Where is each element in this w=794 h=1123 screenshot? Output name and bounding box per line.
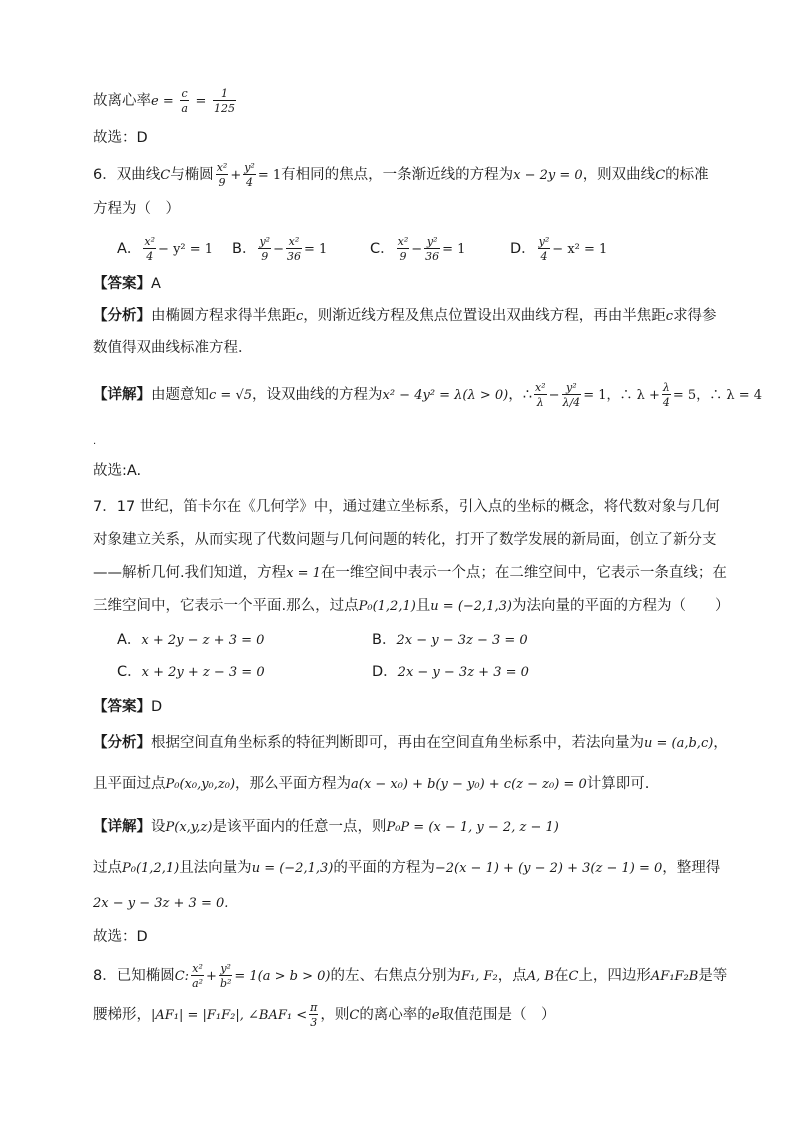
q6-option-c[interactable]: C． $\frac{\text{x²}}{9}$ − $\frac{\text{y²}}{36}$ = 1 xyxy=(370,235,466,263)
q7-stem-line4: 三维空间中，它表示一个平面.那么，过点P₀(1,2,1)且u = (−2,1,3)为法向量的平面的方程为（ ） xyxy=(93,598,730,614)
q6-choice: 故选:A. xyxy=(93,463,142,479)
q7-stem-line2: 对象建立关系，从而实现了代数问题与几何问题的转化，打开了数学发展的新局面，创立了新分支 xyxy=(93,532,717,548)
q7-stem-line3: ——解析几何.我们知道，方程x = 1在一维空间中表示一个点；在二维空间中，它表示一条直线；在 xyxy=(93,565,727,581)
q7-answer: 【答案】D xyxy=(93,699,163,715)
q7-choice: 故选：D xyxy=(93,929,148,945)
q8-stem-line1: 8．已知椭圆C: $\frac{\text{x²}}{\text{a²}}$ + $\frac{\text{y²}}{\text{b²}}$ = 1(a > b > 0)的左、右焦点分别为F₁, F₂，点A, B在C上，四边形AF₁F₂B是等 xyxy=(93,962,728,990)
fraction-1-over-125: $\frac{1}{125}$ xyxy=(214,87,236,115)
q6-detail-line: 【详解】由题意知c = √5，设双曲线的方程为x² − 4y² = λ(λ > 0)，∴ $\frac{\text{x²}}{\lambda}$ − $\frac{\text{y²}}{\lambda/4}$ = 1，∴ λ + $\frac{\lambda}{4}$ = 5，∴ λ = 4 xyxy=(93,381,762,409)
q7-stem-line1: 7．17 世纪，笛卡尔在《几何学》中，通过建立坐标系，引入点的坐标的概念，将代数对象与几何 xyxy=(93,499,720,515)
prev-choice: 故选：D xyxy=(93,130,148,146)
q6-analysis-line1: 【分析】由椭圆方程求得半焦距c，则渐近线方程及焦点位置设出双曲线方程，再由半焦距c求得参 xyxy=(93,308,717,324)
q7-detail-line3: 2x − y − 3z + 3 = 0. xyxy=(93,896,229,911)
q7-option-b[interactable]: B．2x − y − 3z − 3 = 0 xyxy=(372,632,528,648)
fraction-c-over-a: $\frac{c}{a}$ xyxy=(181,87,188,115)
q7-detail-line2: 过点P₀(1,2,1)且法向量为u = (−2,1,3)的平面的方程为−2(x − 1) + (y − 2) + 3(z − 1) = 0，整理得 xyxy=(93,860,721,876)
prev-eccentricity-line: 故离心率e = $\frac{c}{a}$ = $\frac{1}{125}$ xyxy=(93,87,236,115)
prev-ecc-text: 故离心率 xyxy=(93,93,151,109)
q8-stem-line2: 腰梯形，|AF₁| = |F₁F₂|, ∠BAF₁ < $\frac{\pi}{3}$ ，则C的离心率的e取值范围是（ ） xyxy=(93,1001,556,1029)
q6-analysis-line2: 数值得双曲线标准方程． xyxy=(93,340,253,356)
q6-option-a[interactable]: A． $\frac{\text{x²}}{4}$ − y² = 1 xyxy=(117,235,214,263)
q7-detail-line1: 【详解】设P(x,y,z)是该平面内的任意一点，则P₀P = (x − 1, y − 2, z − 1) xyxy=(93,819,559,835)
q7-option-d[interactable]: D．2x − y − 3z + 3 = 0 xyxy=(372,664,529,680)
q6-answer: 【答案】A xyxy=(93,276,161,292)
q6-stem-line1: 6．双曲线C与椭圆 $\frac{\text{x²}}{9}$ + $\frac{\text{y²}}{4}$ = 1有相同的焦点，一条渐近线的方程为x − 2y = 0，则双曲线C的标准 xyxy=(93,161,709,189)
q7-analysis-line1: 【分析】根据空间直角坐标系的特征判断即可，再由在空间直角坐标系中，若法向量为u = (a,b,c)， xyxy=(93,735,728,751)
q6-stem-line2: 方程为（ ） xyxy=(93,201,180,217)
q7-analysis-line2: 且平面过点P₀(x₀,y₀,z₀)，那么平面方程为a(x − x₀) + b(y − y₀) + c(z − z₀) = 0计算即可. xyxy=(93,776,650,792)
q7-option-a[interactable]: A．x + 2y − z + 3 = 0 xyxy=(117,632,265,648)
q6-option-d[interactable]: D． $\frac{\text{y²}}{4}$ − x² = 1 xyxy=(510,235,608,263)
q6-detail-period: . xyxy=(93,436,97,447)
q6-option-b[interactable]: B． $\frac{\text{y²}}{9}$ − $\frac{\text{x²}}{36}$ = 1 xyxy=(232,235,328,263)
prev-ecc-eq: e = xyxy=(151,94,174,109)
q7-option-c[interactable]: C．x + 2y + z − 3 = 0 xyxy=(117,664,265,680)
